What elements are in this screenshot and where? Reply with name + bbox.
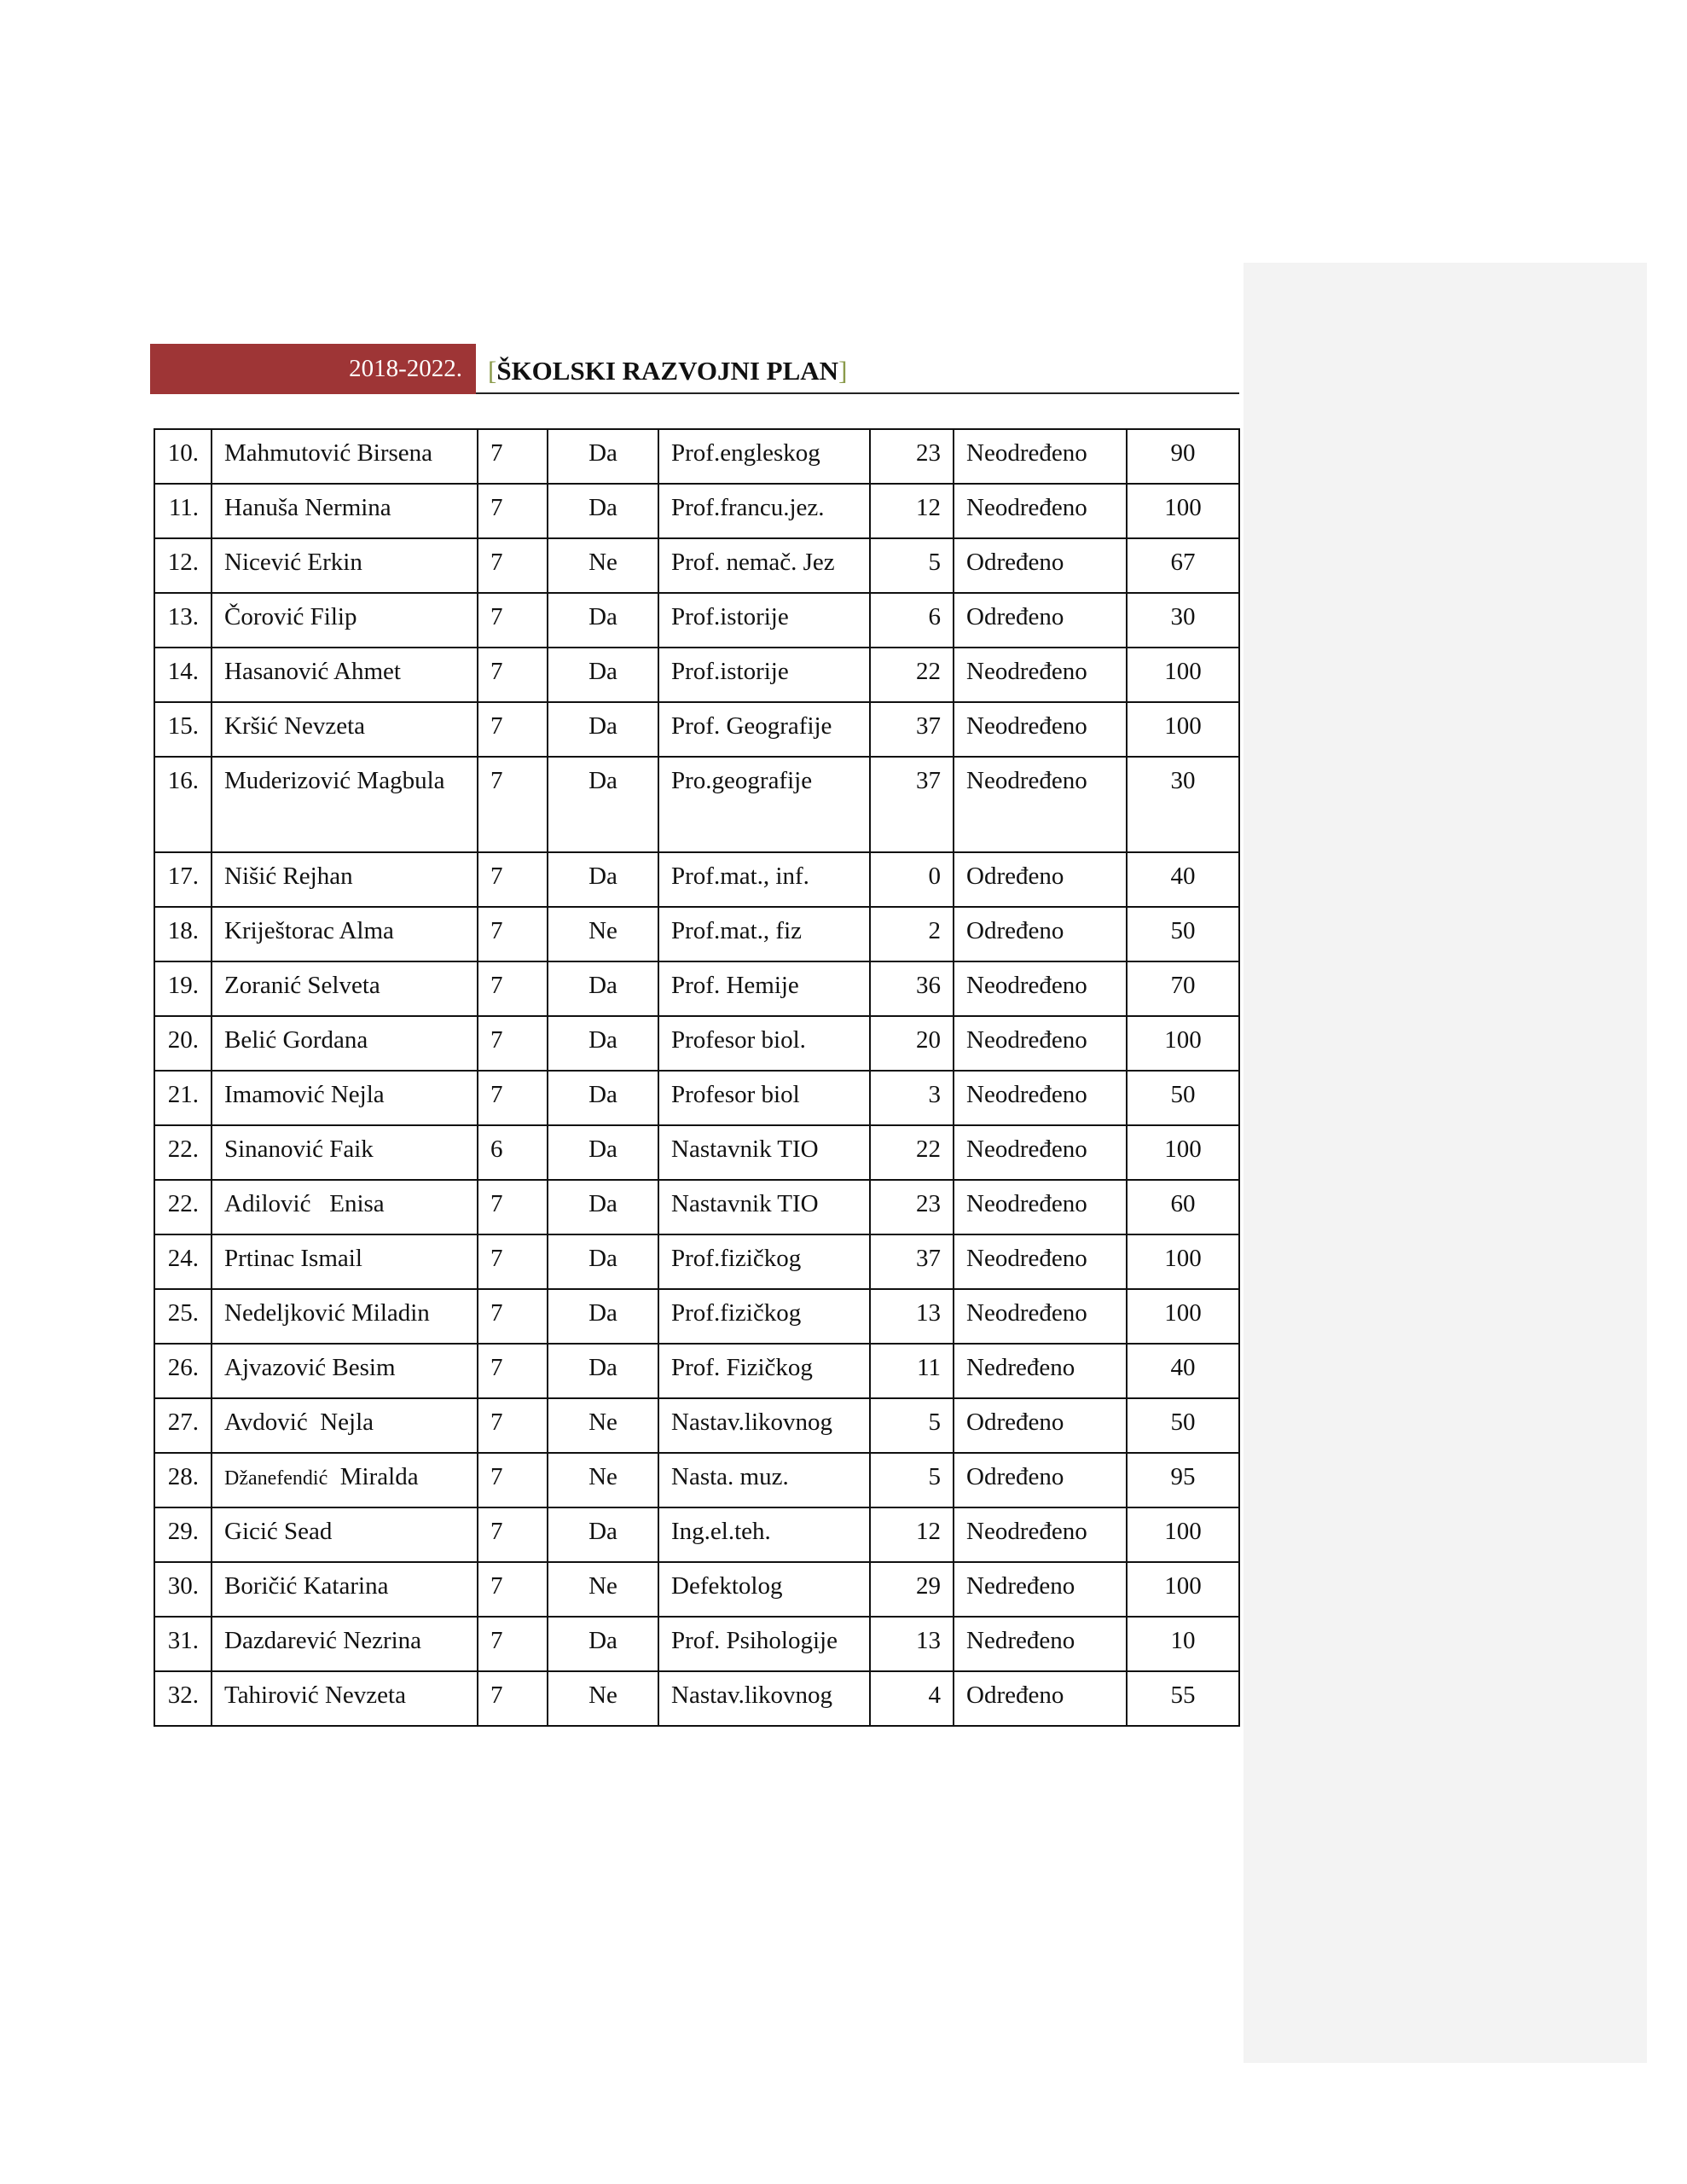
row-number: 27. bbox=[154, 1398, 212, 1453]
table-row bbox=[154, 961, 1239, 1016]
qualification-level: 7 bbox=[478, 593, 548, 648]
professional-title: Pro.geografije bbox=[658, 757, 870, 852]
table-row bbox=[154, 907, 1239, 961]
employment-type: Određeno bbox=[954, 538, 1127, 593]
workload-percent: 100 bbox=[1127, 648, 1239, 702]
professional-title: Prof.istorije bbox=[658, 648, 870, 702]
workload-percent: 50 bbox=[1127, 907, 1239, 961]
employment-type: Neodređeno bbox=[954, 648, 1127, 702]
professional-title: Prof. Psihologije bbox=[658, 1617, 870, 1671]
teacher-name: Nišić Rejhan bbox=[212, 852, 478, 907]
employment-type: Neodređeno bbox=[954, 757, 1127, 852]
employment-type: Neodređeno bbox=[954, 1016, 1127, 1071]
table-row bbox=[154, 702, 1239, 757]
teacher-name: Avdović Nejla bbox=[212, 1398, 478, 1453]
professional-title: Nastav.likovnog bbox=[658, 1398, 870, 1453]
professional-title: Nastav.likovnog bbox=[658, 1671, 870, 1726]
qualification-level: 6 bbox=[478, 1125, 548, 1180]
licence-status: Da bbox=[548, 852, 658, 907]
years-of-service: 13 bbox=[870, 1617, 954, 1671]
workload-percent: 30 bbox=[1127, 757, 1239, 852]
row-number: 22. bbox=[154, 1125, 212, 1180]
years-of-service: 37 bbox=[870, 702, 954, 757]
qualification-level: 7 bbox=[478, 429, 548, 484]
comment-pane bbox=[1244, 263, 1647, 2063]
qualification-level: 7 bbox=[478, 1507, 548, 1562]
table-row bbox=[154, 1671, 1239, 1726]
table-row bbox=[154, 1289, 1239, 1344]
row-number: 22. bbox=[154, 1180, 212, 1234]
teacher-name: Čorović Filip bbox=[212, 593, 478, 648]
row-number: 32. bbox=[154, 1671, 212, 1726]
employment-type: Određeno bbox=[954, 852, 1127, 907]
employment-type: Neodređeno bbox=[954, 429, 1127, 484]
employment-type: Nedređeno bbox=[954, 1617, 1127, 1671]
table-row bbox=[154, 484, 1239, 538]
teacher-name: Hanuša Nermina bbox=[212, 484, 478, 538]
table-row bbox=[154, 1016, 1239, 1071]
header-title-block bbox=[488, 344, 847, 394]
qualification-level: 7 bbox=[478, 1180, 548, 1234]
row-number: 17. bbox=[154, 852, 212, 907]
workload-percent: 70 bbox=[1127, 961, 1239, 1016]
years-of-service: 11 bbox=[870, 1344, 954, 1398]
professional-title: Ing.el.teh. bbox=[658, 1507, 870, 1562]
years-of-service: 36 bbox=[870, 961, 954, 1016]
years-of-service: 23 bbox=[870, 1180, 954, 1234]
table-row bbox=[154, 1344, 1239, 1398]
employment-type: Određeno bbox=[954, 907, 1127, 961]
years-of-service: 0 bbox=[870, 852, 954, 907]
qualification-level: 7 bbox=[478, 1234, 548, 1289]
licence-status: Da bbox=[548, 484, 658, 538]
qualification-level: 7 bbox=[478, 1071, 548, 1125]
table-row bbox=[154, 1453, 1239, 1507]
teacher-name bbox=[212, 1453, 478, 1507]
qualification-level: 7 bbox=[478, 538, 548, 593]
qualification-level: 7 bbox=[478, 1344, 548, 1398]
years-of-service: 5 bbox=[870, 1398, 954, 1453]
licence-status: Da bbox=[548, 1180, 658, 1234]
years-of-service: 5 bbox=[870, 538, 954, 593]
licence-status: Da bbox=[548, 429, 658, 484]
row-number: 18. bbox=[154, 907, 212, 961]
table-row bbox=[154, 1398, 1239, 1453]
teacher-name: Hasanović Ahmet bbox=[212, 648, 478, 702]
row-number: 24. bbox=[154, 1234, 212, 1289]
licence-status: Da bbox=[548, 1125, 658, 1180]
workload-percent: 40 bbox=[1127, 1344, 1239, 1398]
workload-percent: 95 bbox=[1127, 1453, 1239, 1507]
workload-percent: 40 bbox=[1127, 852, 1239, 907]
qualification-level: 7 bbox=[478, 757, 548, 852]
employment-type: Neodređeno bbox=[954, 1234, 1127, 1289]
row-number: 28. bbox=[154, 1453, 212, 1507]
employment-type: Određeno bbox=[954, 1453, 1127, 1507]
professional-title: Prof. Hemije bbox=[658, 961, 870, 1016]
years-of-service: 29 bbox=[870, 1562, 954, 1617]
workload-percent: 10 bbox=[1127, 1617, 1239, 1671]
licence-status: Da bbox=[548, 593, 658, 648]
header-bracket-open: [ bbox=[488, 356, 497, 386]
staff-table bbox=[154, 428, 1240, 1727]
teacher-name: Sinanović Faik bbox=[212, 1125, 478, 1180]
professional-title: Prof.mat., inf. bbox=[658, 852, 870, 907]
licence-status: Da bbox=[548, 1617, 658, 1671]
row-number: 20. bbox=[154, 1016, 212, 1071]
teacher-name: Gicić Sead bbox=[212, 1507, 478, 1562]
teacher-name: Tahirović Nevzeta bbox=[212, 1671, 478, 1726]
licence-status: Da bbox=[548, 757, 658, 852]
years-of-service: 22 bbox=[870, 1125, 954, 1180]
table-row bbox=[154, 593, 1239, 648]
professional-title: Nastavnik TIO bbox=[658, 1180, 870, 1234]
professional-title: Nasta. muz. bbox=[658, 1453, 870, 1507]
row-number: 10. bbox=[154, 429, 212, 484]
professional-title: Prof. nemač. Jez bbox=[658, 538, 870, 593]
qualification-level: 7 bbox=[478, 1016, 548, 1071]
row-number: 19. bbox=[154, 961, 212, 1016]
table-row bbox=[154, 852, 1239, 907]
teacher-name: Nedeljković Miladin bbox=[212, 1289, 478, 1344]
workload-percent: 100 bbox=[1127, 1562, 1239, 1617]
table-row bbox=[154, 757, 1239, 852]
years-of-service: 12 bbox=[870, 1507, 954, 1562]
workload-percent: 100 bbox=[1127, 1234, 1239, 1289]
workload-percent: 50 bbox=[1127, 1071, 1239, 1125]
professional-title: Prof. Geografije bbox=[658, 702, 870, 757]
licence-status: Ne bbox=[548, 538, 658, 593]
licence-status: Da bbox=[548, 702, 658, 757]
qualification-level: 7 bbox=[478, 961, 548, 1016]
qualification-level: 7 bbox=[478, 1453, 548, 1507]
workload-percent: 100 bbox=[1127, 484, 1239, 538]
teacher-name: Dazdarević Nezrina bbox=[212, 1617, 478, 1671]
licence-status: Da bbox=[548, 648, 658, 702]
employment-type: Neodređeno bbox=[954, 1125, 1127, 1180]
row-number: 12. bbox=[154, 538, 212, 593]
row-number: 21. bbox=[154, 1071, 212, 1125]
employment-type: Neodređeno bbox=[954, 1289, 1127, 1344]
workload-percent: 67 bbox=[1127, 538, 1239, 593]
teacher-name: Ajvazović Besim bbox=[212, 1344, 478, 1398]
professional-title: Profesor biol. bbox=[658, 1016, 870, 1071]
table-row bbox=[154, 1234, 1239, 1289]
workload-percent: 60 bbox=[1127, 1180, 1239, 1234]
employment-type: Neodređeno bbox=[954, 702, 1127, 757]
workload-percent: 100 bbox=[1127, 1507, 1239, 1562]
qualification-level: 7 bbox=[478, 1289, 548, 1344]
employment-type: Određeno bbox=[954, 1671, 1127, 1726]
table-row bbox=[154, 1071, 1239, 1125]
row-number: 16. bbox=[154, 757, 212, 852]
teacher-name: Boričić Katarina bbox=[212, 1562, 478, 1617]
teacher-name: Kriještorac Alma bbox=[212, 907, 478, 961]
row-number: 14. bbox=[154, 648, 212, 702]
qualification-level: 7 bbox=[478, 852, 548, 907]
row-number: 31. bbox=[154, 1617, 212, 1671]
professional-title: Prof.mat., fiz bbox=[658, 907, 870, 961]
table-row bbox=[154, 1125, 1239, 1180]
workload-percent: 100 bbox=[1127, 1016, 1239, 1071]
row-number: 29. bbox=[154, 1507, 212, 1562]
licence-status: Ne bbox=[548, 907, 658, 961]
professional-title: Prof.fizičkog bbox=[658, 1289, 870, 1344]
licence-status: Da bbox=[548, 1344, 658, 1398]
qualification-level: 7 bbox=[478, 1562, 548, 1617]
years-of-service: 4 bbox=[870, 1671, 954, 1726]
teacher-name: Zoranić Selveta bbox=[212, 961, 478, 1016]
workload-percent: 100 bbox=[1127, 702, 1239, 757]
professional-title: Prof.francu.jez. bbox=[658, 484, 870, 538]
workload-percent: 100 bbox=[1127, 1289, 1239, 1344]
header-title: ŠKOLSKI RAZVOJNI PLAN bbox=[496, 356, 839, 386]
years-of-service: 2 bbox=[870, 907, 954, 961]
professional-title: Prof.engleskog bbox=[658, 429, 870, 484]
licence-status: Da bbox=[548, 1289, 658, 1344]
teacher-name: Adilović Enisa bbox=[212, 1180, 478, 1234]
teacher-name: Kršić Nevzeta bbox=[212, 702, 478, 757]
professional-title: Nastavnik TIO bbox=[658, 1125, 870, 1180]
employment-type: Neodređeno bbox=[954, 1180, 1127, 1234]
row-number: 15. bbox=[154, 702, 212, 757]
teacher-name: Prtinac Ismail bbox=[212, 1234, 478, 1289]
qualification-level: 7 bbox=[478, 648, 548, 702]
years-of-service: 37 bbox=[870, 757, 954, 852]
licence-status: Da bbox=[548, 1234, 658, 1289]
table-row bbox=[154, 648, 1239, 702]
qualification-level: 7 bbox=[478, 907, 548, 961]
qualification-level: 7 bbox=[478, 702, 548, 757]
employment-type: Neodređeno bbox=[954, 484, 1127, 538]
row-number: 26. bbox=[154, 1344, 212, 1398]
qualification-level: 7 bbox=[478, 1671, 548, 1726]
professional-title: Profesor biol bbox=[658, 1071, 870, 1125]
years-of-service: 13 bbox=[870, 1289, 954, 1344]
row-number: 25. bbox=[154, 1289, 212, 1344]
qualification-level: 7 bbox=[478, 1398, 548, 1453]
header-rule bbox=[476, 392, 1239, 394]
licence-status: Ne bbox=[548, 1398, 658, 1453]
years-of-service: 37 bbox=[870, 1234, 954, 1289]
teacher-surname: Džanefendić bbox=[224, 1467, 328, 1490]
employment-type: Neodređeno bbox=[954, 1071, 1127, 1125]
licence-status: Da bbox=[548, 1016, 658, 1071]
years-of-service: 22 bbox=[870, 648, 954, 702]
years-of-service: 20 bbox=[870, 1016, 954, 1071]
workload-percent: 55 bbox=[1127, 1671, 1239, 1726]
licence-status: Da bbox=[548, 961, 658, 1016]
licence-status: Ne bbox=[548, 1453, 658, 1507]
row-number: 30. bbox=[154, 1562, 212, 1617]
licence-status: Ne bbox=[548, 1671, 658, 1726]
years-of-service: 12 bbox=[870, 484, 954, 538]
row-number: 13. bbox=[154, 593, 212, 648]
table-row bbox=[154, 1562, 1239, 1617]
page-header bbox=[150, 344, 1239, 394]
row-number: 11. bbox=[154, 484, 212, 538]
table-row bbox=[154, 1617, 1239, 1671]
professional-title: Defektolog bbox=[658, 1562, 870, 1617]
teacher-name: Imamović Nejla bbox=[212, 1071, 478, 1125]
professional-title: Prof.fizičkog bbox=[658, 1234, 870, 1289]
employment-type: Određeno bbox=[954, 1398, 1127, 1453]
employment-type: Neodređeno bbox=[954, 961, 1127, 1016]
table-row bbox=[154, 1507, 1239, 1562]
employment-type: Nedređeno bbox=[954, 1344, 1127, 1398]
qualification-level: 7 bbox=[478, 1617, 548, 1671]
workload-percent: 30 bbox=[1127, 593, 1239, 648]
header-years: 2018-2022. bbox=[150, 344, 476, 394]
header-bracket-close: ] bbox=[838, 356, 848, 386]
licence-status: Da bbox=[548, 1507, 658, 1562]
workload-percent: 50 bbox=[1127, 1398, 1239, 1453]
professional-title: Prof. Fizičkog bbox=[658, 1344, 870, 1398]
teacher-name: Muderizović Magbula bbox=[212, 757, 478, 852]
employment-type: Nedređeno bbox=[954, 1562, 1127, 1617]
years-of-service: 23 bbox=[870, 429, 954, 484]
table-row bbox=[154, 538, 1239, 593]
professional-title: Prof.istorije bbox=[658, 593, 870, 648]
teacher-name: Belić Gordana bbox=[212, 1016, 478, 1071]
table-row bbox=[154, 1180, 1239, 1234]
teacher-name: Nicević Erkin bbox=[212, 538, 478, 593]
teacher-given-name: Miralda bbox=[339, 1463, 419, 1490]
licence-status: Ne bbox=[548, 1562, 658, 1617]
qualification-level: 7 bbox=[478, 484, 548, 538]
years-of-service: 5 bbox=[870, 1453, 954, 1507]
employment-type: Određeno bbox=[954, 593, 1127, 648]
workload-percent: 90 bbox=[1127, 429, 1239, 484]
workload-percent: 100 bbox=[1127, 1125, 1239, 1180]
table-row bbox=[154, 429, 1239, 484]
licence-status: Da bbox=[548, 1071, 658, 1125]
years-of-service: 6 bbox=[870, 593, 954, 648]
years-of-service: 3 bbox=[870, 1071, 954, 1125]
teacher-name: Mahmutović Birsena bbox=[212, 429, 478, 484]
employment-type: Neodređeno bbox=[954, 1507, 1127, 1562]
